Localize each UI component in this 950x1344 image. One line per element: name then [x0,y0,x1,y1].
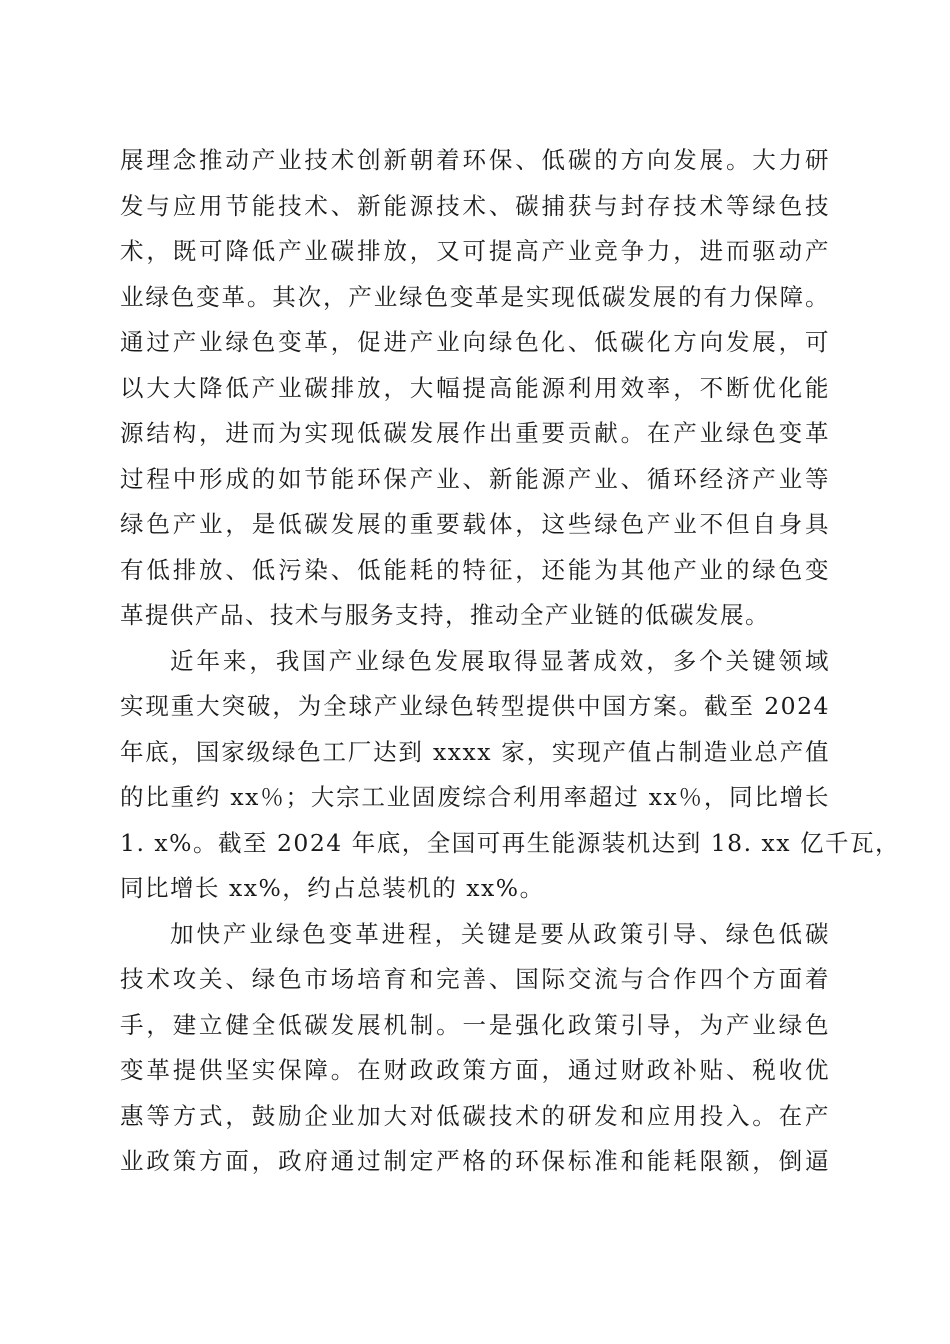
text-line: 变革提供坚实保障。在财政政策方面，通过财政补贴、税收优 [120,1056,830,1084]
text-line: 通过产业绿色变革，促进产业向绿色化、低碳化方向发展，可 [120,328,830,356]
text-line: 手，建立健全低碳发展机制。一是强化政策引导，为产业绿色 [120,1010,830,1039]
text-line: 1. x%。截至 2024 年底，全国可再生能源装机达到 18. xx 亿千瓦， [120,828,901,857]
text-line: 惠等方式，鼓励企业加大对低碳技术的研发和应用投入。在产 [120,1101,830,1130]
text-line: 的比重约 xx％；大宗工业固废综合利用率超过 xx％，同比增长 [120,783,830,811]
text-line: 发与应用节能技术、新能源技术、碳捕获与封存技术等绿色技 [120,191,830,220]
text-line: 术，既可降低产业碳排放，又可提高产业竞争力，进而驱动产 [120,237,830,265]
paragraph-first-line: 加快产业绿色变革进程，关键是要从政策引导、绿色低碳 [170,919,830,948]
text-line: 技术攻关、绿色市场培育和完善、国际交流与合作四个方面着 [120,965,830,993]
paragraph-first-line: 近年来，我国产业绿色发展取得显著成效，多个关键领域 [170,646,830,675]
text-line: 以大大降低产业碳排放，大幅提高能源利用效率，不断优化能 [120,373,830,402]
text-line: 年底，国家级绿色工厂达到 xxxx 家，实现产值占制造业总产值 [120,737,830,766]
text-line: 源结构，进而为实现低碳发展作出重要贡献。在产业绿色变革 [120,419,830,447]
text-line: 同比增长 xx%，约占总装机的 xx%。 [120,874,545,902]
document-body [120,138,901,1185]
text-line: 展理念推动产业技术创新朝着环保、低碳的方向发展。大力研 [120,146,830,174]
text-line: 有低排放、低污染、低能耗的特征，还能为其他产业的绿色变 [120,555,830,584]
text-line: 绿色产业，是低碳发展的重要载体，这些绿色产业不但自身具 [120,510,830,538]
text-line: 业绿色变革。其次，产业绿色变革是实现低碳发展的有力保障。 [120,282,830,311]
text-line: 过程中形成的如节能环保产业、新能源产业、循环经济产业等 [120,464,830,493]
text-line: 实现重大突破，为全球产业绿色转型提供中国方案。截至 2024 [120,692,830,720]
text-line: 革提供产品、技术与服务支持，推动全产业链的低碳发展。 [120,601,770,629]
text-line: 业政策方面，政府通过制定严格的环保标准和能耗限额，倒逼 [120,1147,830,1175]
